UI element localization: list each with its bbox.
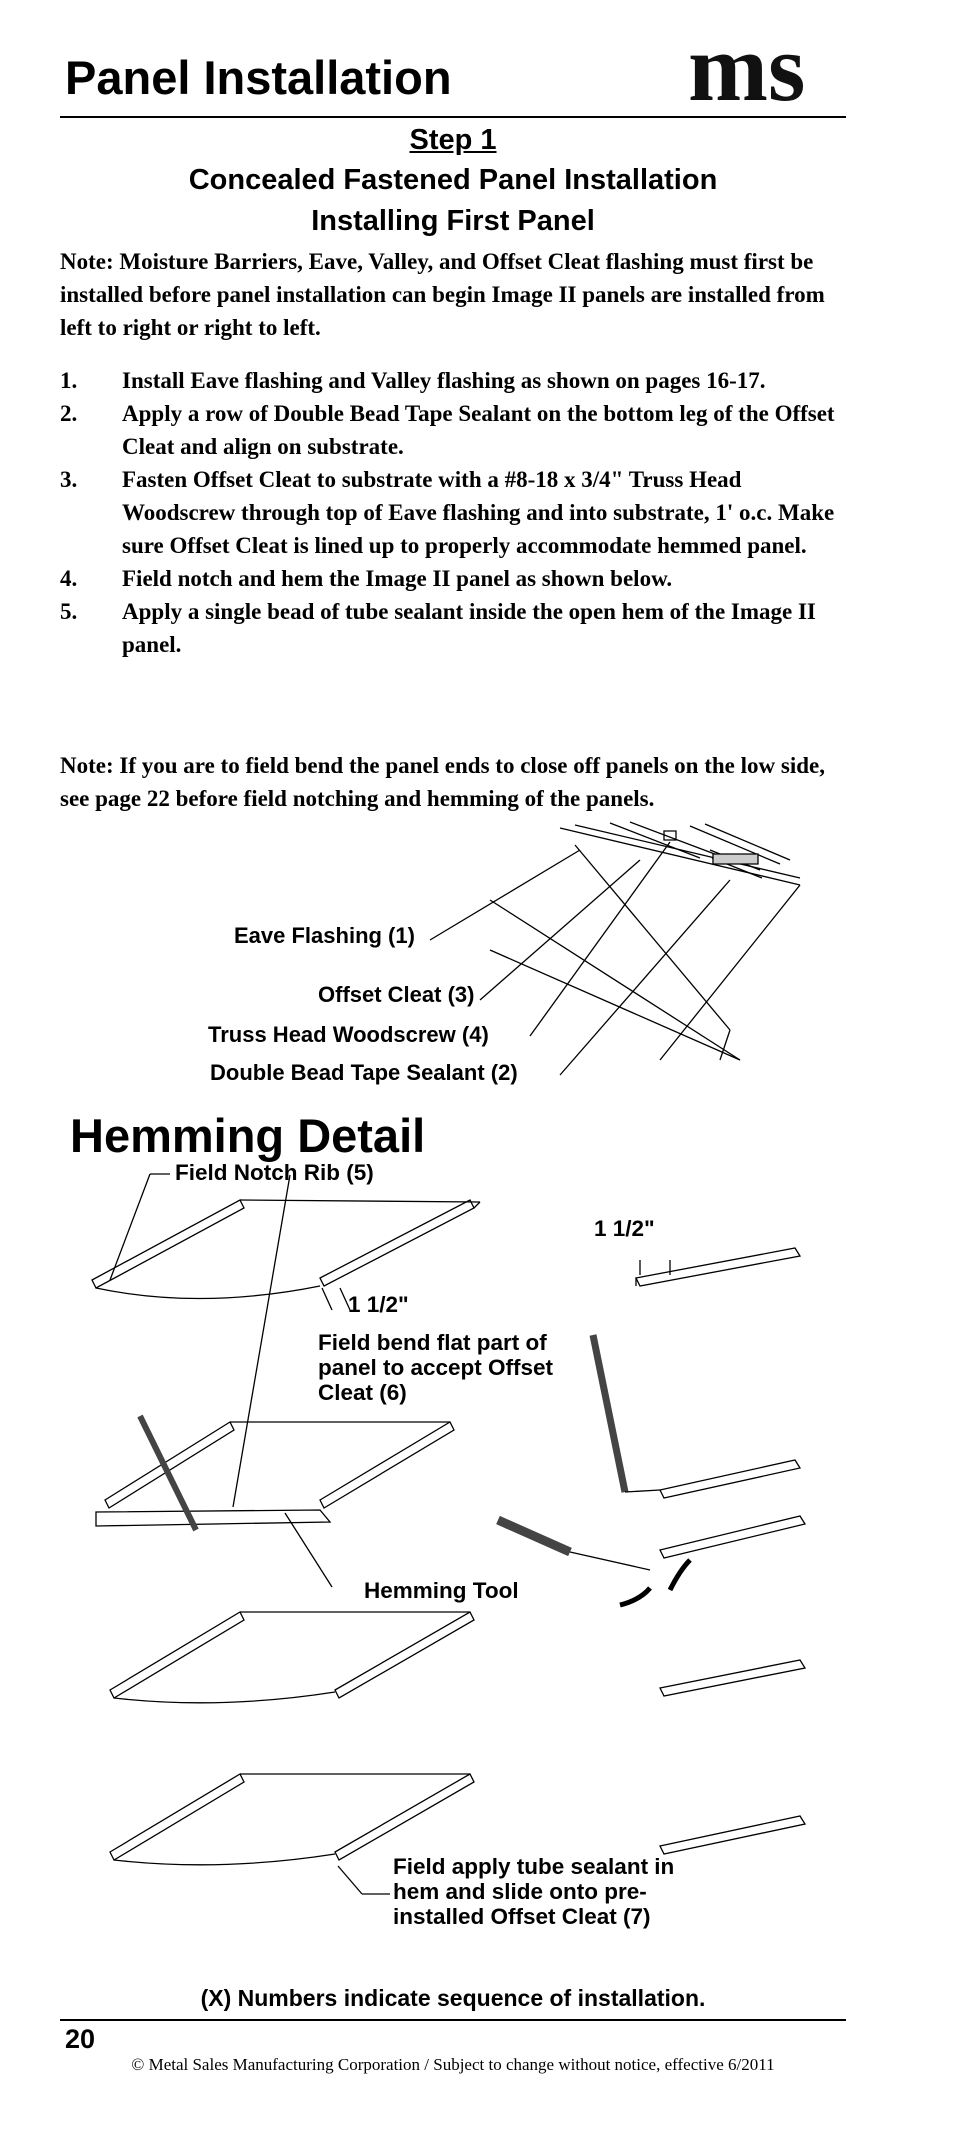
logo-text: ms (688, 30, 806, 114)
company-logo (688, 30, 848, 114)
step-number: 1. (60, 368, 78, 393)
step-item (60, 562, 850, 595)
step-item (60, 364, 850, 397)
steps-list (60, 364, 850, 661)
step-text: Install Eave flashing and Valley flashing as shown on pages 16-17. (122, 368, 766, 393)
field-notch-label: Field Notch Rib (5) (175, 1160, 374, 1185)
step-item (60, 463, 850, 562)
installation-note: Note: Moisture Barriers, Eave, Valley, and Offset Cleat flashing must first be installed before panel installation can begin Image II panels are installed from left to right or right to left. (60, 249, 825, 340)
panel-notched-illustration (92, 1174, 480, 1299)
page-number: 20 (65, 2024, 96, 2054)
hemming-tool-label: Hemming Tool (364, 1578, 519, 1603)
step-number: 2. (60, 401, 78, 426)
page-title: Panel Installation (65, 51, 452, 104)
dimension-right: 1 1/2" (594, 1216, 655, 1241)
step-text: Apply a row of Double Bead Tape Sealant on the bottom leg of the Offset Cleat and align on substrate. (122, 401, 835, 459)
callout-tape-sealant: Double Bead Tape Sealant (2) (210, 1060, 518, 1085)
dimension-left: 1 1/2" (348, 1292, 409, 1317)
header-divider (60, 116, 846, 118)
footer-divider (60, 2019, 846, 2021)
hemming-detail-title: Hemming Detail (70, 1109, 426, 1162)
copyright-notice: © Metal Sales Manufacturing Corporation / Subject to change without notice, effective 6/2011 (131, 2055, 775, 2074)
step-text: Fasten Offset Cleat to substrate with a #8-18 x 3/4" Truss Head Woodscrew through top of Eave flashing and into substrate, 1' o.c. Make sure Offset Cleat is lined up to properly accommodate hemmed panel. (122, 467, 835, 558)
step-text: Apply a single bead of tube sealant inside the open hem of the Image II panel. (122, 599, 816, 657)
callout-eave-flashing: Eave Flashing (1) (234, 923, 415, 948)
step-item (60, 595, 850, 661)
panel-hemmed-illustration (110, 1612, 474, 1703)
field-bend-label: Field bend flat part of panel to accept Offset Cleat (6) (318, 1330, 554, 1405)
step-number: 5. (60, 599, 78, 624)
step-number: 4. (60, 566, 78, 591)
sequence-footnote: (X) Numbers indicate sequence of installation. (200, 1985, 706, 2011)
step-text: Field notch and hem the Image II panel as shown below. (122, 566, 673, 591)
step-label: Step 1 (409, 124, 497, 156)
step-item (60, 397, 850, 463)
section-title: Concealed Fastened Panel Installation (188, 164, 718, 196)
tube-sealant-label: Field apply tube sealant in hem and slide onto pre-installed Offset Cleat (7) (393, 1854, 675, 1929)
section-subtitle: Installing First Panel (311, 205, 595, 237)
callout-offset-cleat: Offset Cleat (3) (318, 982, 475, 1007)
field-bend-note: Note: If you are to field bend the panel ends to close off panels on the low side, see page 22 before field notching and hemming of the panels. (60, 753, 825, 811)
step-number: 3. (60, 467, 78, 492)
callout-truss-head-woodscrew: Truss Head Woodscrew (4) (208, 1022, 489, 1047)
